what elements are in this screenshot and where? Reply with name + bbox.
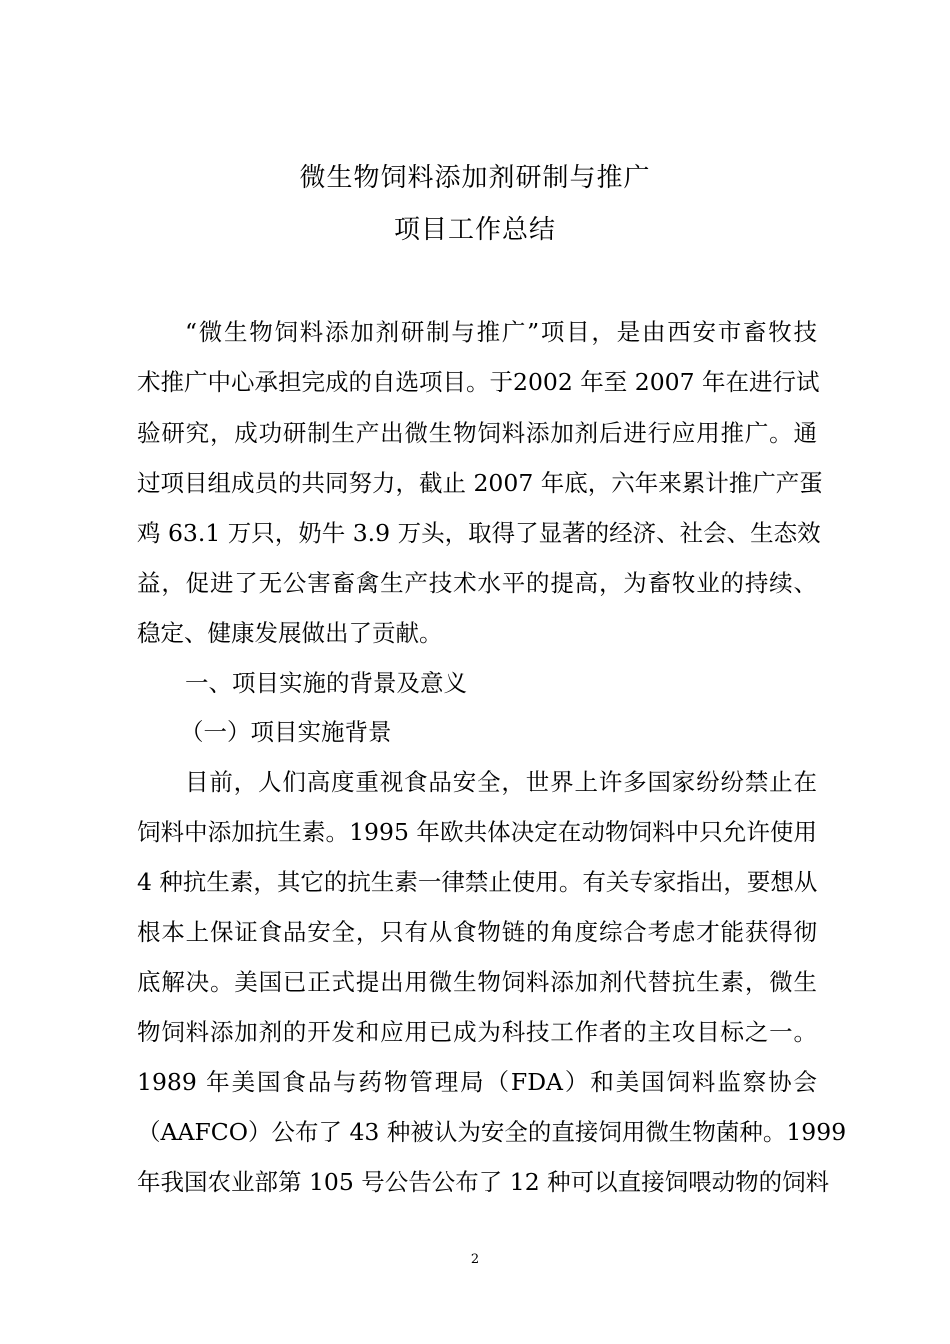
paragraph-1-line: 鸡 63.1 万只，奶牛 3.9 万头，取得了显著的经济、社会、生态效 bbox=[137, 519, 821, 547]
paragraph-1-line: 过项目组成员的共同努力，截止 2007 年底，六年来累计推广产蛋 bbox=[137, 469, 823, 497]
paragraph-2-line: （AAFCO）公布了 43 种被认为安全的直接饲用微生物菌种。1999 bbox=[137, 1118, 847, 1146]
paragraph-2-line: 底解决。美国已正式提出用微生物饲料添加剂代替抗生素，微生 bbox=[137, 968, 817, 996]
paragraph-2-line: 1989 年美国食品与药物管理局（FDA）和美国饲料监察协会 bbox=[137, 1068, 817, 1096]
paragraph-2-line: 目前，人们高度重视食品安全，世界上许多国家纷纷禁止在 bbox=[185, 768, 817, 796]
paragraph-2-line: 物饲料添加剂的开发和应用已成为科技工作者的主攻目标之一。 bbox=[137, 1018, 817, 1046]
paragraph-1-line: “微生物饲料添加剂研制与推广”项目，是由西安市畜牧技 bbox=[185, 318, 817, 346]
paragraph-1-line: 术推广中心承担完成的自选项目。于2002 年至 2007 年在进行试 bbox=[137, 368, 820, 396]
document-title-line-1: 微生物饲料添加剂研制与推广 bbox=[299, 163, 651, 193]
paragraph-2-line: 根本上保证食品安全，只有从食物链的角度综合考虑才能获得彻 bbox=[137, 918, 817, 946]
paragraph-1-line: 验研究，成功研制生产出微生物饲料添加剂后进行应用推广。通 bbox=[137, 419, 817, 447]
section-heading: 一、项目实施的背景及意义 bbox=[185, 669, 467, 697]
paragraph-2-line: 年我国农业部第 105 号公告公布了 12 种可以直接饲喂动物的饲料 bbox=[137, 1168, 830, 1196]
paragraph-1-line: 益，促进了无公害畜禽生产技术水平的提高，为畜牧业的持续、 bbox=[137, 569, 817, 597]
document-title-line-2: 项目工作总结 bbox=[393, 215, 556, 245]
page-number: 2 bbox=[470, 1252, 480, 1267]
paragraph-1-line: 稳定、健康发展做出了贡献。 bbox=[137, 619, 443, 647]
section-subheading: （一）项目实施背景 bbox=[180, 718, 392, 746]
paragraph-2-line: 4 种抗生素，其它的抗生素一律禁止使用。有关专家指出，要想从 bbox=[137, 868, 818, 896]
paragraph-2-line: 饲料中添加抗生素。1995 年欧共体决定在动物饲料中只允许使用 bbox=[137, 818, 817, 846]
